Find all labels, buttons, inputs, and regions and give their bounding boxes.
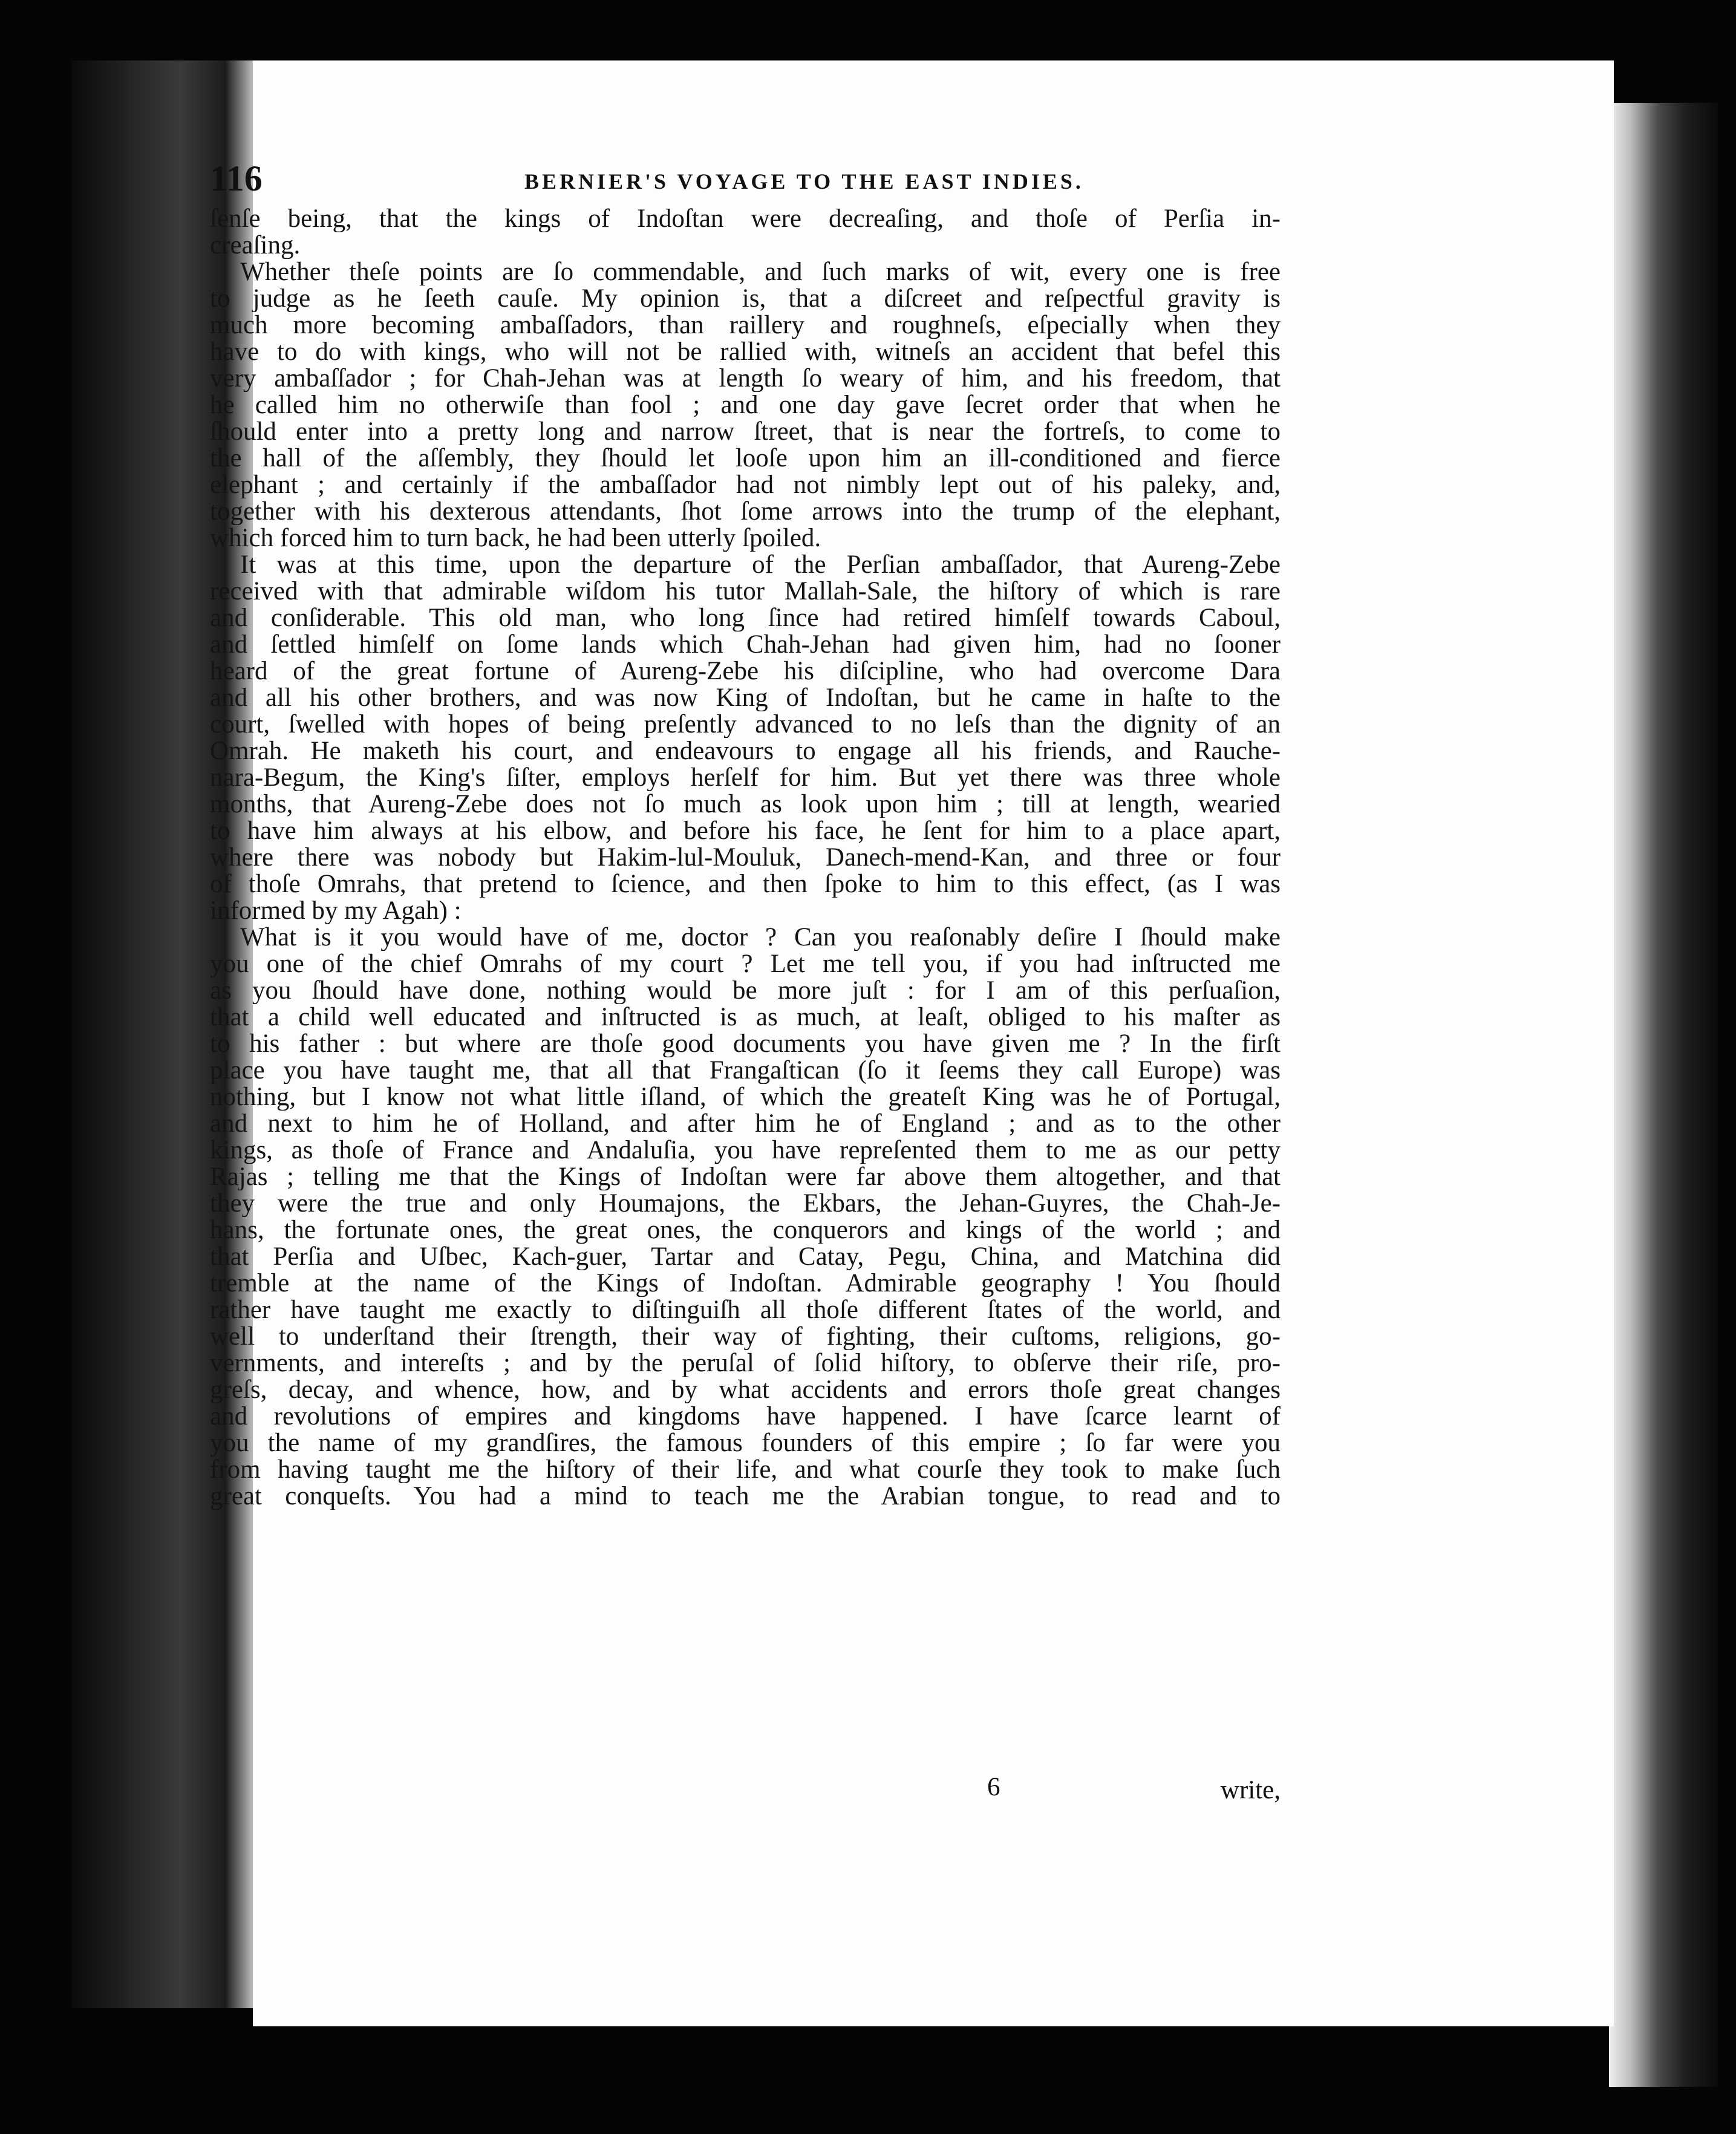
text-line: It was at this time, upon the departure of the Perſian ambaſſador, that Aureng-Zebe xyxy=(240,552,1281,578)
text-line: greſs, decay, and whence, how, and by what accidents and errors thoſe great changes xyxy=(210,1377,1281,1403)
text-line: and ſettled himſelf on ſome lands which Chah-Jehan had given him, had no ſooner xyxy=(210,631,1281,658)
text-line: that a child well educated and inſtructed is as much, at leaſt, obliged to his maſter as xyxy=(210,1004,1281,1031)
text-line: Whether theſe points are ſo commendable, and ſuch marks of wit, every one is free xyxy=(240,259,1281,286)
signature-mark: 6 xyxy=(987,1773,1000,1801)
text-line: the hall of the aſſembly, they ſhould let looſe upon him an ill-conditioned and fierce xyxy=(210,445,1281,472)
text-line: ſhould enter into a pretty long and narrow ſtreet, that is near the fortreſs, to come to xyxy=(210,419,1281,445)
text-line: he called him no otherwiſe than fool ; and one day gave ſecret order that when he xyxy=(210,392,1281,419)
text-line: vernments, and intereſts ; and by the peruſal of ſolid hiſtory, to obſerve their riſe, pro- xyxy=(210,1350,1281,1377)
text-line: court, ſwelled with hopes of being preſently advanced to no leſs than the dignity of an xyxy=(210,711,1281,738)
text-line: you one of the chief Omrahs of my court ? Let me tell you, if you had inſtructed me xyxy=(210,951,1281,977)
text-line: and conſiderable. This old man, who long ſince had retired himſelf towards Caboul, xyxy=(210,605,1281,631)
text-line: rather have taught me exactly to diſtinguiſh all thoſe different ſtates of the world, and xyxy=(210,1297,1281,1323)
text-line: they were the true and only Houmajons, the Ekbars, the Jehan-Guyres, the Chah-Je- xyxy=(210,1190,1281,1217)
text-line: very ambaſſador ; for Chah-Jehan was at length ſo weary of him, and his freedom, that xyxy=(210,365,1281,392)
text-line: to his father : but where are thoſe good documents you have given me ? In the firſt xyxy=(210,1031,1281,1057)
page-edge xyxy=(1609,103,1718,2087)
text-line: where there was nobody but Hakim-lul-Mouluk, Danech-mend-Kan, and three or four xyxy=(210,844,1281,871)
text-line: heard of the great fortune of Aureng-Zebe his diſcipline, who had overcome Dara xyxy=(210,658,1281,685)
text-line: that Perſia and Uſbec, Kach-guer, Tartar and Catay, Pegu, China, and Matchina did xyxy=(210,1244,1281,1270)
text-line: of thoſe Omrahs, that pretend to ſcience, and then ſpoke to him to this effect, (as I was xyxy=(210,871,1281,898)
text-line: nara-Begum, the King's ſiſter, employs herſelf for him. But yet there was three whole xyxy=(210,765,1281,791)
text-line: elephant ; and certainly if the ambaſſador had not nimbly lept out of his paleky, and, xyxy=(210,472,1281,498)
text-line: you the name of my grandſires, the famous founders of this empire ; ſo far were you xyxy=(210,1430,1281,1457)
text-line: to have him always at his elbow, and before his face, he ſent for him to a place apart, xyxy=(210,818,1281,844)
catchword: write, xyxy=(1220,1776,1281,1804)
text-line: informed by my Agah) : xyxy=(210,898,462,924)
text-line: from having taught me the hiſtory of their life, and what courſe they took to make ſuch xyxy=(210,1457,1281,1483)
text-line: much more becoming ambaſſadors, than raillery and roughneſs, eſpecially when they xyxy=(210,312,1281,339)
text-line: Omrah. He maketh his court, and endeavours to engage all his friends, and Rauche- xyxy=(210,738,1281,765)
text-line: tremble at the name of the Kings of Indoſtan. Admirable geography ! You ſhould xyxy=(210,1270,1281,1297)
text-line: and next to him he of Holland, and after him he of England ; and as to the other xyxy=(210,1111,1281,1137)
text-line: received with that admirable wiſdom his tutor Mallah-Sale, the hiſtory of which is rare xyxy=(210,578,1281,605)
text-line: months, that Aureng-Zebe does not ſo much as look upon him ; till at length, wearied xyxy=(210,791,1281,818)
running-head xyxy=(210,151,1281,206)
text-line: creaſing. xyxy=(210,232,301,259)
text-line: hans, the fortunate ones, the great ones, the conquerors and kings of the world ; and xyxy=(210,1217,1281,1244)
text-line: which forced him to turn back, he had been utterly ſpoiled. xyxy=(210,525,821,552)
text-line: nothing, but I know not what little iſland, of which the greateſt King was he of Portugal, xyxy=(210,1084,1281,1111)
text-line: well to underſtand their ſtrength, their way of fighting, their cuſtoms, religions, go- xyxy=(210,1323,1281,1350)
text-line: ſenſe being, that the kings of Indoſtan were decreaſing, and thoſe of Perſia in- xyxy=(210,206,1281,232)
text-line: have to do with kings, who will not be rallied with, witneſs an accident that befel this xyxy=(210,339,1281,365)
page-footer xyxy=(210,1769,1281,1806)
text-line: as you ſhould have done, nothing would be more juſt : for I am of this perſuaſion, xyxy=(210,977,1281,1004)
text-line: great conqueſts. You had a mind to teach me the Arabian tongue, to read and to xyxy=(210,1483,1281,1510)
text-line: place you have taught me, that all that Frangaſtican (ſo it ſeems they call Europe) was xyxy=(210,1057,1281,1084)
page-number: 116 xyxy=(210,158,263,198)
running-title: BERNIER'S VOYAGE TO THE EAST INDIES. xyxy=(524,169,1084,194)
body-text xyxy=(210,206,1281,1510)
text-line: and revolutions of empires and kingdoms have happened. I have ſcarce learnt of xyxy=(210,1403,1281,1430)
text-line: together with his dexterous attendants, ſhot ſome arrows into the trump of the elephant, xyxy=(210,498,1281,525)
text-line: and all his other brothers, and was now King of Indoſtan, but he came in haſte to the xyxy=(210,685,1281,711)
text-line: What is it you would have of me, doctor ? Can you reaſonably deſire I ſhould make xyxy=(240,924,1281,951)
text-line: Rajas ; telling me that the Kings of Indoſtan were far above them altogether, and that xyxy=(210,1164,1281,1190)
text-line: to judge as he ſeeth cauſe. My opinion is, that a diſcreet and reſpectful gravity is xyxy=(210,286,1281,312)
text-line: kings, as thoſe of France and Andaluſia, you have repreſented them to me as our petty xyxy=(210,1137,1281,1164)
